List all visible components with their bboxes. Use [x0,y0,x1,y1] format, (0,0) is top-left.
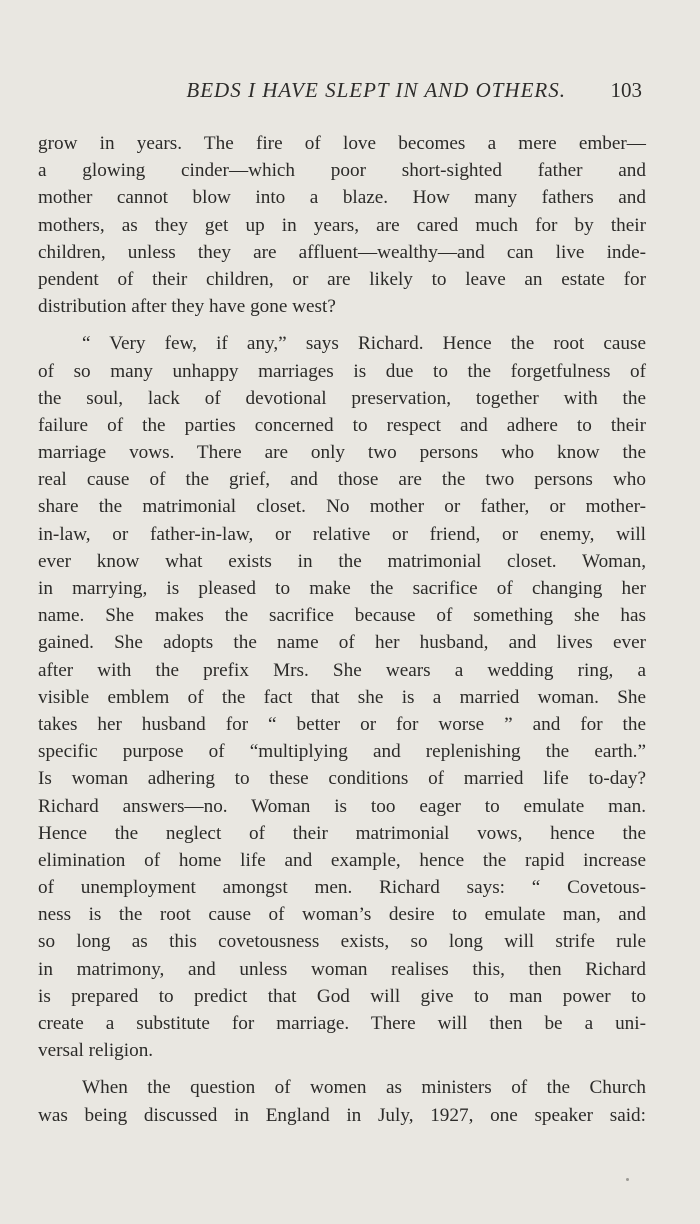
text-line: “ Very few, if any,” says Richard. Hence the root cause [82,333,646,355]
text-line: ever know what exists in the matrimonial closet. Woman, [38,550,646,572]
text-line: mother cannot blow into a blaze. How many fathers and [38,187,646,209]
text-line: versal religion. [38,1040,154,1062]
paragraph-1 [38,130,646,320]
page-number: 103 [610,78,642,102]
text-line: visible emblem of the fact that she is a married woman. She [38,686,646,708]
text-line: ness is the root cause of woman’s desire to emulate man, and [38,904,646,926]
text-line: was being discussed in England in July, 1927, one speaker said: [38,1104,646,1126]
text-line: of so many unhappy marriages is due to the forgetfulness of [38,360,646,382]
text-line: after with the prefix Mrs. She wears a wedding ring, a [38,659,646,681]
text-line: in matrimony, and unless woman realises this, then Richard [38,958,646,980]
text-line: a glowing cinder—which poor short-sighted father and [38,160,646,182]
text-line: specific purpose of “multiplying and replenishing the earth.” [38,741,646,763]
text-line: gained. She adopts the name of her husband, and lives ever [38,632,646,654]
text-line: share the matrimonial closet. No mother or father, or mother- [38,496,646,518]
text-line: When the question of women as ministers of the Church [82,1077,646,1099]
text-line: create a substitute for marriage. There will then be a uni- [38,1013,646,1034]
text-line: is prepared to predict that God will give to man power to [38,985,646,1007]
body-text [38,130,646,1129]
text-line: real cause of the grief, and those are the two persons who [38,469,646,491]
running-header [40,78,646,108]
running-title: BEDS I HAVE SLEPT IN AND OTHERS. [186,78,566,102]
text-line: mothers, as they get up in years, are cared much for by their [38,214,646,236]
text-line: Hence the neglect of their matrimonial vows, hence the [38,822,646,844]
paper-speck [626,1178,629,1181]
text-line: grow in years. The fire of love becomes a mere ember— [38,133,646,154]
text-line: in-law, or father-in-law, or relative or friend, or enemy, will [38,523,646,545]
text-line: marriage vows. There are only two persons who know the [38,442,646,464]
text-line: Richard answers—no. Woman is too eager to emulate man. [38,795,646,817]
text-line: elimination of home life and example, hence the rapid increase [38,849,646,871]
text-line: pendent of their children, or are likely to leave an estate for [38,268,646,290]
text-line: children, unless they are affluent—wealthy—and can live inde- [38,241,646,263]
text-line: Is woman adhering to these conditions of married life to-day? [38,768,646,790]
text-line: in marrying, is pleased to make the sacrifice of changing her [38,578,646,599]
text-line: of unemployment amongst men. Richard says: “ Covetous- [38,877,646,899]
text-line: failure of the parties concerned to respect and adhere to their [38,414,646,436]
paragraph-3 [38,1074,646,1128]
text-line: distribution after they have gone west? [38,296,336,318]
text-line: the soul, lack of devotional preservation, together with the [38,387,646,409]
text-line: name. She makes the sacrifice because of something she has [38,605,646,627]
text-line: takes her husband for “ better or for worse ” and for the [38,713,646,735]
paragraph-2 [38,330,646,1064]
text-line: so long as this covetousness exists, so long will strife rule [38,931,646,953]
